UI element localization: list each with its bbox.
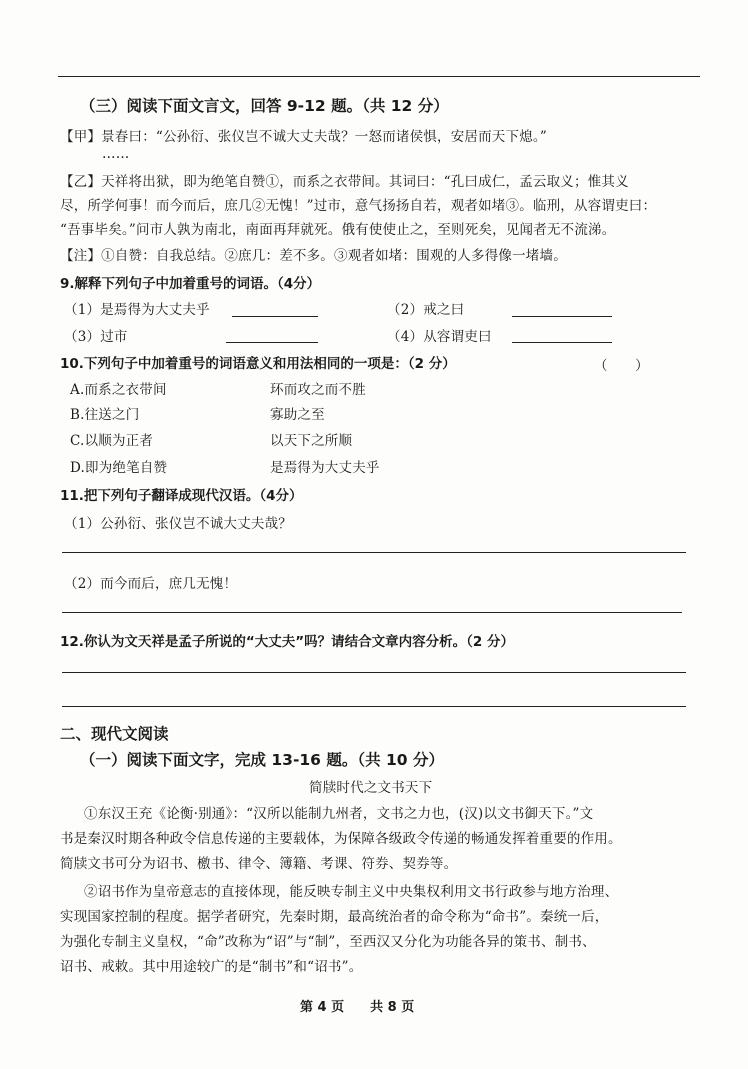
paragraph-1-line: 书是秦汉时期各种政令信息传递的主要载体，为保障各级政令传递的畅通发挥着重要的作用。 (60, 831, 622, 847)
passage-yi-line: 尽，所学何事！而今而后，庶几②无愧！”过市，意气扬扬自若，观者如堵③。临刑，从容谓吏曰： (60, 198, 657, 214)
q9-answer-line[interactable] (232, 316, 318, 317)
passage-yi-line: “吾事毕矣。”问市人孰为南北，南面再拜就死。俄有使使止之，至则死矣，见闻者无不流涕。 (60, 222, 616, 238)
q9-item: （3）过市 (64, 329, 128, 345)
question-11-title: 11.把下列句子翻译成现代汉语。（4分） (60, 488, 303, 504)
section-title: （三）阅读下面文言文，回答 9-12 题。（共 12 分） (80, 97, 449, 115)
paragraph-2-line: 实现国家控制的程度。据学者研究，先秦时期，最高统治者的命令称为“命书”。秦统一后， (60, 909, 609, 925)
paragraph-2-line: 为强化专制主义皇权，“命”改称为“诏”与“制”，至西汉又分化为功能各异的策书、制书、 (60, 934, 596, 950)
article-title: 简牍时代之文书天下 (309, 780, 433, 796)
q9-answer-line[interactable] (226, 342, 318, 343)
paragraph-1-line: 简牍文书可分为诏书、檄书、律令、簿籍、考课、符券、契券等。 (60, 856, 458, 872)
q11-answer-line[interactable] (62, 552, 686, 553)
q11-item: （2）而今而后，庶几无愧！ (64, 576, 238, 592)
question-9-title: 9.解释下列句子中加着重号的词语。（4分） (60, 276, 321, 292)
q11-item: （1）公孙衍、张仪岂不诚大丈夫哉？ (64, 516, 292, 532)
passage-jia: 【甲】景春曰：“公孙衍、张仪岂不诚大丈夫哉？一怒而诸侯惧，安居而天下熄。” (60, 129, 547, 145)
q11-answer-line[interactable] (62, 612, 682, 613)
q10-option-compare: 寡助之至 (270, 407, 325, 423)
q9-item: （1）是焉得为大丈夫乎 (64, 302, 210, 318)
paragraph-1-line: ①东汉王充《论衡·别通》：“汉所以能制九州者，文书之力也，(汉)以文书御天下。”文 (84, 806, 594, 822)
q10-option: B.往送之门 (70, 407, 140, 423)
q10-option-compare: 以天下之所顺 (270, 433, 353, 449)
ellipsis: …… (102, 146, 130, 162)
part-2-subtitle: （一）阅读下面文字，完成 13-16 题。（共 10 分） (80, 751, 444, 769)
paragraph-2-line: ②诏书作为皇帝意志的直接体现，能反映专制主义中央集权利用文书行政参与地方治理、 (84, 884, 619, 900)
question-12-title: 12.你认为文天祥是孟子所说的“大丈夫”吗？请结合文章内容分析。（2 分） (60, 634, 515, 650)
passage-yi-line: 【乙】天祥将出狱，即为绝笔自赞①，而系之衣带间。其词曰：“孔曰成仁，孟云取义；惟其义 (60, 174, 629, 190)
paragraph-2-line: 诏书、戒敕。其中用途较广的是“制书”和“诏书”。 (60, 959, 363, 975)
annotation-note: 【注】①自赞：自我总结。②庶几：差不多。③观者如堵：围观的人多得像一堵墙。 (60, 248, 567, 264)
question-10-title: 10.下列句子中加着重号的词语意义和用法相同的一项是：（2 分） (60, 356, 456, 372)
part-2-title: 二、现代文阅读 (60, 725, 169, 743)
q9-answer-line[interactable] (512, 342, 612, 343)
q9-answer-line[interactable] (512, 316, 612, 317)
q10-option-compare: 环而攻之而不胜 (270, 382, 366, 398)
q10-option: C.以顺为正者 (70, 433, 154, 449)
q10-option: A.而系之衣带间 (70, 382, 167, 398)
q9-item: （2）戒之曰 (387, 302, 465, 318)
q10-option: D.即为绝笔自赞 (70, 460, 168, 476)
q12-answer-line[interactable] (62, 672, 686, 673)
q9-item: （4）从容谓吏曰 (387, 329, 492, 345)
answer-paren[interactable]: （ ） (594, 358, 649, 374)
page-footer: 第 4 页 共 8 页 (300, 1000, 415, 1015)
top-divider (58, 76, 700, 77)
q10-option-compare: 是焉得为大丈夫乎 (270, 460, 380, 476)
q12-answer-line[interactable] (62, 706, 686, 707)
